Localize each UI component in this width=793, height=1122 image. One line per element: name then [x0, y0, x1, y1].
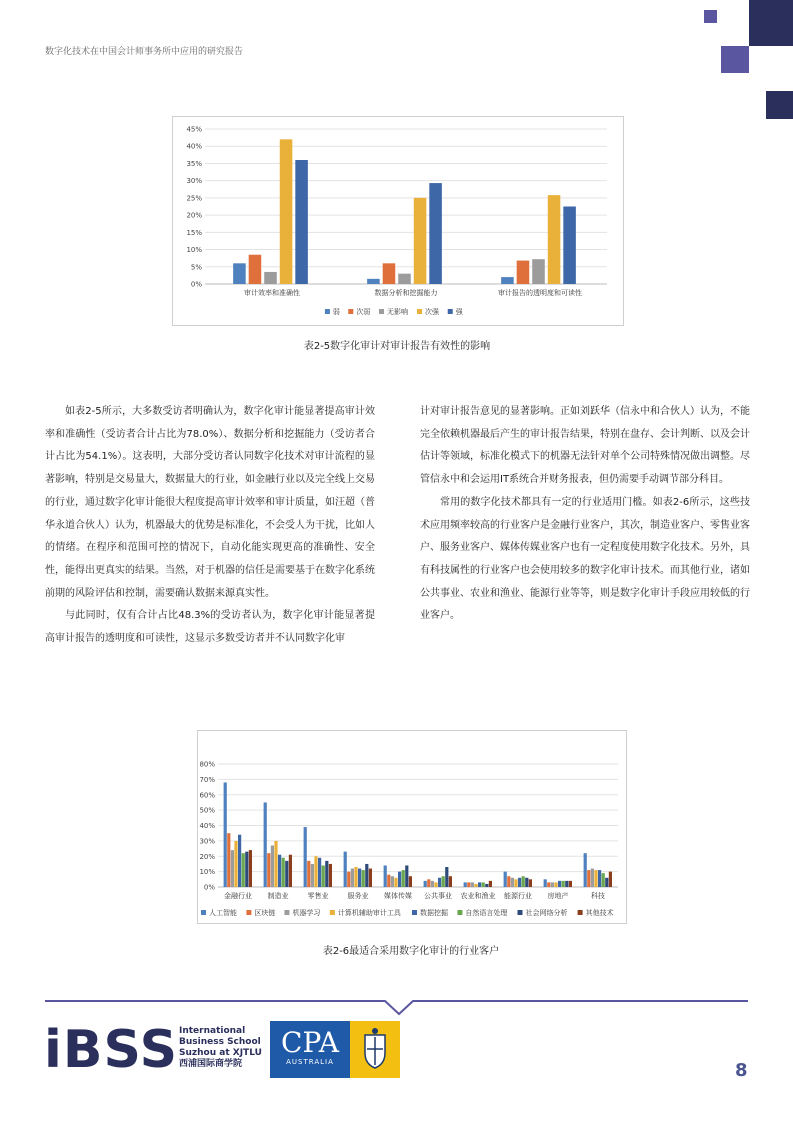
bar	[384, 865, 387, 887]
legend-swatch	[348, 309, 353, 314]
body-left-column	[45, 401, 375, 651]
bar	[394, 878, 397, 887]
chart-2-5-frame	[172, 116, 624, 326]
bar	[464, 882, 467, 887]
bar	[522, 876, 525, 887]
legend-label: 计算机辅助审计工具	[337, 909, 401, 917]
legend-label: 人工智能	[209, 909, 237, 917]
bar	[569, 881, 572, 887]
legend-label: 无影响	[386, 308, 408, 316]
bar	[563, 207, 576, 285]
bar	[609, 872, 612, 887]
bar	[325, 861, 328, 887]
y-tick-label: 15%	[186, 228, 202, 237]
bar	[474, 884, 477, 887]
bar	[280, 139, 293, 284]
y-tick-label: 25%	[186, 194, 202, 203]
y-tick-label: 10%	[186, 246, 202, 255]
bar	[249, 850, 252, 887]
legend-swatch	[412, 910, 417, 915]
bar	[295, 160, 308, 284]
legend-label: 弱	[332, 308, 340, 316]
bar	[329, 864, 332, 887]
cpa-crest-icon	[350, 1021, 400, 1078]
decor-square-large	[749, 0, 793, 46]
legend-swatch	[518, 910, 523, 915]
legend-label: 强	[455, 308, 463, 316]
y-tick-label: 40%	[186, 142, 202, 151]
bar	[562, 881, 565, 887]
decor-square-small	[704, 10, 717, 23]
bar	[242, 853, 245, 887]
bar	[565, 881, 568, 887]
bar	[438, 878, 441, 887]
legend-label: 其他技术	[585, 909, 614, 917]
bar	[591, 869, 594, 887]
ibss-logo-subtitle: International Business School Suzhou at XJTLU 西浦国际商学院	[179, 1026, 262, 1069]
x-tick-label: 服务业	[347, 892, 369, 900]
bar	[354, 867, 357, 887]
x-tick-label: 公共事业	[424, 892, 452, 900]
bar	[369, 869, 372, 887]
bar	[234, 841, 237, 887]
legend-swatch	[448, 309, 453, 314]
y-tick-label: 40%	[199, 822, 215, 830]
bar	[367, 279, 380, 284]
bar	[285, 861, 288, 887]
y-tick-label: 45%	[186, 125, 202, 134]
y-tick-label: 70%	[199, 775, 215, 784]
bar	[554, 882, 557, 887]
legend-label: 机器学习	[292, 909, 321, 917]
bar	[532, 259, 545, 284]
bar	[449, 876, 452, 887]
x-tick-label: 农业和渔业	[460, 892, 496, 900]
x-tick-label: 数据分析和挖掘能力	[374, 289, 438, 297]
bar	[482, 882, 485, 887]
x-tick-label: 金融行业	[224, 892, 252, 900]
bar	[547, 882, 550, 887]
bar	[398, 872, 401, 887]
bar	[351, 869, 354, 887]
bar	[507, 876, 510, 887]
bar	[587, 870, 590, 887]
legend-swatch	[246, 910, 251, 915]
x-tick-label: 科技	[591, 892, 605, 900]
bar	[434, 882, 437, 887]
legend-label: 社会网络分析	[525, 909, 568, 917]
bar	[551, 882, 554, 887]
y-tick-label: 30%	[186, 177, 202, 186]
bar	[238, 835, 241, 887]
x-tick-label: 零售业	[307, 892, 329, 900]
paragraph: 与此同时，仅有合计占比48.3%的受访者认为，数字化审计能显著提高审计报告的透明度和可读性，这显示多数受访者并不认同数字化审	[45, 610, 375, 645]
bar	[383, 263, 396, 284]
bar	[365, 864, 368, 887]
chart-2-5-caption: 表2-5数字化审计对审计报告有效性的影响	[303, 341, 491, 352]
bar	[409, 876, 412, 887]
x-tick-label: 能源行业	[504, 892, 532, 900]
bar	[358, 869, 361, 887]
y-tick-label: 20%	[199, 852, 215, 861]
bar	[289, 855, 292, 887]
bar	[282, 858, 285, 887]
ibss-logo: iBSS	[44, 1020, 179, 1080]
legend-label: 自然语言处理	[465, 909, 508, 917]
bar	[489, 881, 492, 887]
bar	[278, 855, 281, 887]
legend-swatch	[578, 910, 583, 915]
paragraph: 计对审计报告意见的显著影响。正如刘跃华（信永中和合伙人）认为，不能完全依赖机器最后产生的审计报告结果，特别在盘存、会计判断、以及会计估计等领域，标准化模式下的机器无法针对单个公司特殊情况做出调整。尽管信永中和会运用IT系统合并财务报表，但仍需要手动调节部分科目。	[420, 406, 750, 486]
chart-2-5	[173, 117, 623, 325]
bar	[318, 858, 321, 887]
bar	[398, 274, 411, 284]
decor-square-medium	[721, 46, 749, 73]
y-tick-label: 5%	[190, 263, 202, 272]
bar	[264, 802, 267, 887]
bar	[311, 864, 314, 887]
bar	[558, 881, 561, 887]
bar	[427, 879, 430, 887]
bar	[314, 856, 317, 887]
bar	[307, 861, 310, 887]
bar	[471, 882, 474, 887]
bar	[518, 878, 521, 887]
y-tick-label: 20%	[186, 211, 202, 220]
bar	[322, 865, 325, 887]
bar	[362, 870, 365, 887]
bar	[233, 263, 246, 284]
y-tick-label: 50%	[199, 806, 215, 815]
legend-label: 数据挖掘	[420, 909, 448, 917]
bar	[267, 853, 270, 887]
x-tick-label: 制造业	[267, 892, 289, 900]
bar	[442, 876, 445, 887]
y-tick-label: 10%	[199, 868, 215, 877]
bar	[344, 852, 347, 887]
bar	[445, 867, 448, 887]
bar	[274, 841, 277, 887]
legend-label: 次弱	[356, 308, 371, 316]
bar	[249, 255, 262, 284]
legend-swatch	[325, 309, 330, 314]
bar	[402, 870, 405, 887]
y-tick-label: 60%	[199, 791, 215, 800]
bar	[501, 277, 514, 284]
bar	[598, 870, 601, 887]
legend-swatch	[201, 910, 206, 915]
footer-divider	[0, 990, 793, 1020]
bar	[602, 873, 605, 887]
running-header: 数字化技术在中国会计师事务所中应用的研究报告	[45, 47, 244, 57]
bar	[429, 183, 442, 284]
bar	[245, 852, 248, 887]
bar	[584, 853, 587, 887]
x-tick-label: 房地产	[547, 892, 569, 900]
bar	[347, 872, 350, 887]
y-tick-label: 80%	[199, 760, 215, 769]
y-tick-label: 30%	[199, 837, 215, 846]
bar	[391, 876, 394, 887]
bar	[544, 879, 547, 887]
bar	[424, 881, 427, 887]
page-number: 8	[735, 1060, 748, 1081]
bar	[467, 882, 470, 887]
legend-swatch	[417, 309, 422, 314]
bar	[478, 882, 481, 887]
bar	[271, 845, 274, 887]
bar	[511, 878, 514, 887]
decor-square-right	[766, 91, 793, 119]
y-tick-label: 0%	[190, 280, 202, 289]
legend-swatch	[457, 910, 462, 915]
bar	[227, 833, 230, 887]
y-tick-label: 0%	[203, 883, 215, 892]
chart-2-6	[198, 731, 626, 923]
bar	[525, 878, 528, 887]
bar	[431, 881, 434, 887]
legend-swatch	[330, 910, 335, 915]
bar	[224, 782, 227, 887]
bar	[231, 850, 234, 887]
bar	[304, 827, 307, 887]
bar	[529, 879, 532, 887]
bar	[517, 261, 530, 284]
paragraph: 如表2-5所示，大多数受访者明确认为，数字化审计能显著提高审计效率和准确性（受访者合计占比为78.0%）、数据分析和挖掘能力（受访者合计占比为54.1%）。这表明，大部分受访者认同数字化技术对审计流程的显著影响，特别是交易量大，数据量大的行业，如金融行业以及完全线上交易的行业，通过数字化审计能很大程度提高审计效率和审计质量，如汪超（普华永道合伙人）认为，机器最大的优势是标准化，不会受人为干扰，比如人的情绪。在程序和范围可控的情况下，自动化能实现更高的准确性、安全性，能得出更真实的结果。当然，对于机器的信任是需要基于在数字化系统前期的风险评估和控制，需要确认数据来源真实性。	[45, 406, 375, 599]
bar	[414, 198, 427, 284]
y-tick-label: 35%	[186, 159, 202, 168]
bar	[514, 879, 517, 887]
bar	[405, 865, 408, 887]
bar	[605, 878, 608, 887]
bar	[485, 884, 488, 887]
bar	[387, 875, 390, 887]
legend-swatch	[379, 309, 384, 314]
chart-2-6-caption: 表2-6最适合采用数字化审计的行业客户	[322, 946, 500, 957]
bar	[264, 272, 277, 284]
legend-label: 区块链	[254, 909, 276, 917]
legend-label: 次强	[425, 308, 440, 316]
paragraph: 常用的数字化技术都具有一定的行业适用门槛。如表2-6所示，这些技术应用频率较高的行业客户是金融行业客户，其次，制造业客户、零售业客户、服务业客户、媒体传媒业客户也有一定程度使用数字化技术。另外，具有科技属性的行业客户也会使用较多的数字化审计技术。而其他行业，诸如公共事业、农业和渔业、能源行业等等，则是数字化审计手段应用较低的行业客户。	[420, 496, 750, 622]
bar	[594, 870, 597, 887]
bar	[548, 195, 561, 284]
bar	[504, 872, 507, 887]
chart-2-6-frame	[197, 730, 627, 924]
x-tick-label: 审计报告的透明度和可读性	[498, 289, 582, 297]
cpa-australia-logo: CPA AUSTRALIA	[270, 1021, 350, 1078]
x-tick-label: 媒体传媒	[384, 892, 412, 900]
legend-swatch	[284, 910, 289, 915]
body-right-column	[420, 401, 750, 628]
x-tick-label: 审计效率和准确性	[244, 289, 300, 297]
